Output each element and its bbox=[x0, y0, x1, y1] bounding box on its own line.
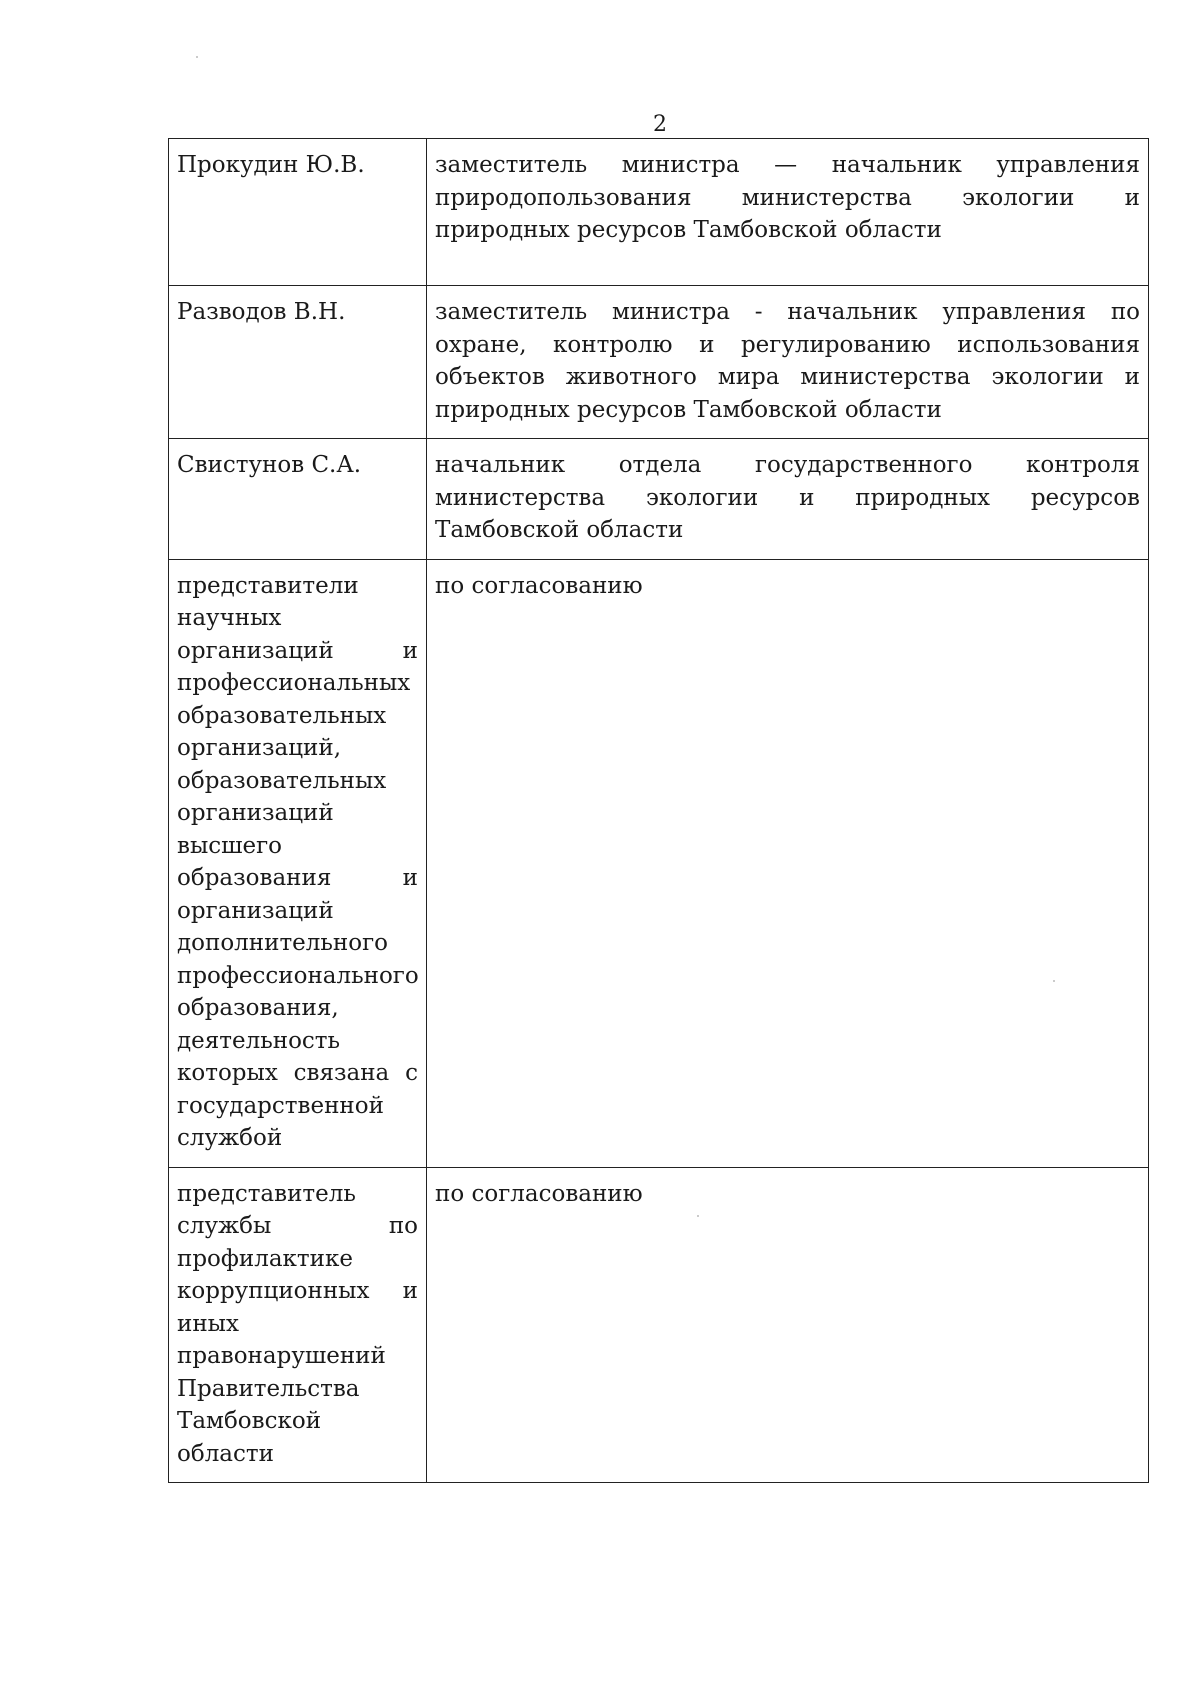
table-row bbox=[169, 439, 1149, 560]
member-name-cell: представители научных организаций и профессиональных образовательных организаций, образовательных организаций высшего образования и организаций дополнительного профессионального образования, деятельность которых связана с государственной службой bbox=[169, 559, 427, 1167]
member-role-cell: по согласованию bbox=[427, 559, 1149, 1167]
scan-speck bbox=[196, 56, 198, 58]
member-name-cell: Прокудин Ю.В. bbox=[169, 139, 427, 286]
member-name-cell: Свистунов С.А. bbox=[169, 439, 427, 560]
member-name-cell: Разводов В.Н. bbox=[169, 286, 427, 439]
scan-speck bbox=[1053, 980, 1055, 982]
table-row bbox=[169, 559, 1149, 1167]
member-role-cell: заместитель министра - начальник управления по охране, контролю и регулированию использования объектов животного мира министерства экологии и природных ресурсов Тамбовской области bbox=[427, 286, 1149, 439]
table-row bbox=[169, 139, 1149, 286]
scan-speck bbox=[697, 1215, 699, 1217]
table-row bbox=[169, 286, 1149, 439]
member-role-cell: по согласованию bbox=[427, 1167, 1149, 1483]
page-number: 2 bbox=[653, 112, 667, 137]
member-role-cell: начальник отдела государственного контроля министерства экологии и природных ресурсов Тамбовской области bbox=[427, 439, 1149, 560]
commission-members-table bbox=[168, 138, 1149, 1483]
member-name-cell: представитель службы по профилактике коррупционных и иных правонарушений Правительства Тамбовской области bbox=[169, 1167, 427, 1483]
table-row bbox=[169, 1167, 1149, 1483]
member-role-cell: заместитель министра — начальник управления природопользования министерства экологии и природных ресурсов Тамбовской области bbox=[427, 139, 1149, 286]
